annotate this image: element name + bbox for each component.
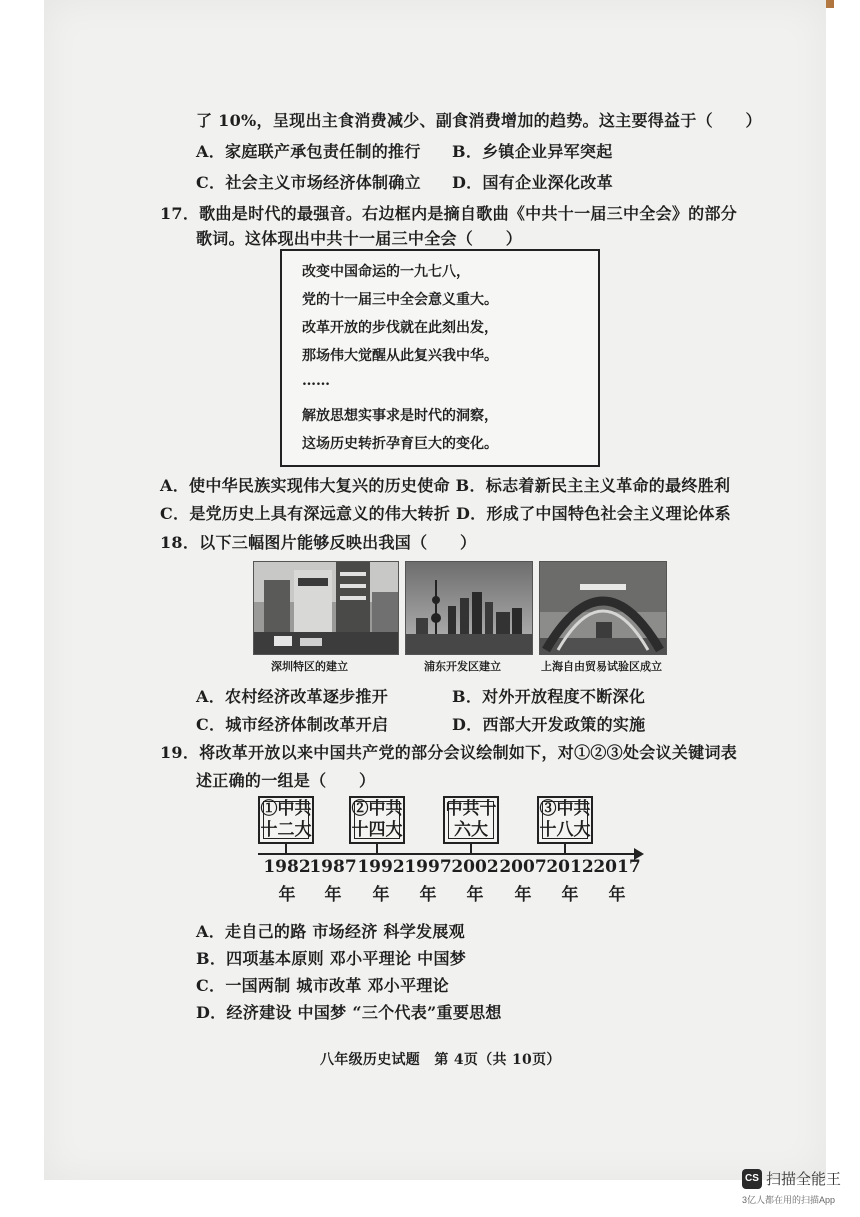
timeline-box-line: 六大: [454, 820, 488, 840]
lyric-line: 改革开放的步伐就在此刻出发，: [302, 320, 498, 336]
q16-continuation: 了 10%，呈现出主食消费减少、副食消费增加的趋势。这主要得益于（ ）: [196, 111, 762, 130]
q17-lyrics-box: [280, 249, 600, 467]
q19-option-b: B．四项基本原则 邓小平理论 中国梦: [196, 949, 467, 968]
caption-shenzhen: 深圳特区的建立: [271, 660, 348, 673]
q16-option-c: C．社会主义市场经济体制确立: [196, 173, 421, 192]
q19-option-a: A．走自己的路 市场经济 科学发展观: [196, 922, 465, 941]
timeline-year: 1987: [309, 857, 357, 877]
timeline-year-suffix: 年: [419, 885, 437, 905]
q18-stem: 18．以下三幅图片能够反映出我国（ ）: [160, 533, 477, 552]
caption-pudong: 浦东开发区建立: [424, 660, 501, 673]
scanner-watermark: [742, 1168, 842, 1208]
q18-option-d: D．西部大开发政策的实施: [452, 715, 646, 734]
q19-stem-line-1: 19．将改革开放以来中国共产党的部分会议绘制如下，对①②③处会议关键词表: [160, 743, 738, 762]
timeline-axis: [258, 853, 636, 855]
q19-stem-line-2: 述正确的一组是（ ）: [196, 771, 376, 790]
timeline-year: 1992: [357, 857, 405, 877]
lyric-line: 党的十一届三中全会意义重大。: [302, 292, 498, 308]
photo-shenzhen: [253, 561, 399, 655]
timeline-year-suffix: 年: [278, 885, 296, 905]
photo-pudong: [405, 561, 533, 655]
timeline-box-14th-congress: [349, 796, 405, 844]
q17-stem-line-1: 17．歌曲是时代的最强音。右边框内是摘自歌曲《中共十一届三中全会》的部分: [160, 204, 738, 223]
timeline-year-suffix: 年: [466, 885, 484, 905]
timeline-box-12th-congress: [258, 796, 314, 844]
timeline-box-16th-congress: [443, 796, 499, 844]
timeline-year-suffix: 年: [608, 885, 626, 905]
scanner-tagline: 3亿人都在用的扫描App: [742, 1195, 836, 1205]
cs-logo-icon: CS: [742, 1169, 762, 1189]
timeline-year: 2002: [451, 857, 499, 877]
photo-shanghai-ftz: [539, 561, 667, 655]
lyric-line: 解放思想实事求是时代的洞察，: [302, 408, 498, 424]
timeline-box-line: ③中共: [539, 799, 591, 819]
page-footer: 八年级历史试题 第 4页（共 10页）: [320, 1052, 561, 1068]
q18-option-c: C．城市经济体制改革开启: [196, 715, 389, 734]
q16-option-a: A．家庭联产承包责任制的推行: [196, 142, 421, 161]
lyric-line: ……: [302, 373, 330, 389]
q17-stem-line-2: 歌词。这体现出中共十一届三中全会（ ）: [196, 229, 523, 248]
timeline-year-suffix: 年: [324, 885, 342, 905]
lyric-line: 这场历史转折孕育巨大的变化。: [302, 436, 498, 452]
q19-option-d: D．经济建设 中国梦 “三个代表”重要思想: [196, 1003, 502, 1022]
timeline-box-line: 十四大: [351, 820, 403, 840]
q18-option-b: B．对外开放程度不断深化: [452, 687, 646, 706]
timeline-year: 2012: [546, 857, 594, 877]
q17-options-cd: C．是党历史上具有深远意义的伟大转折 D．形成了中国特色社会主义理论体系: [160, 504, 731, 523]
q18-option-a: A．农村经济改革逐步推开: [196, 687, 389, 706]
timeline-box-line: ①中共: [260, 799, 312, 819]
timeline-box-line: 十二大: [260, 820, 312, 840]
timeline-year: 1997: [404, 857, 452, 877]
lyric-line: 改变中国命运的一九七八，: [302, 264, 470, 280]
timeline-year-suffix: 年: [372, 885, 390, 905]
timeline-year: 1982: [263, 857, 311, 877]
timeline-box-line: 中共十: [445, 799, 497, 819]
q19-option-c: C．一国两制 城市改革 邓小平理论: [196, 976, 449, 995]
timeline-year-suffix: 年: [514, 885, 532, 905]
q16-option-b: B．乡镇企业异军突起: [452, 142, 613, 161]
caption-shanghai-ftz: 上海自由贸易试验区成立: [541, 660, 662, 673]
timeline-year: 2017: [593, 857, 641, 877]
q17-options-ab: A．使中华民族实现伟大复兴的历史使命 B．标志着新民主主义革命的最终胜利: [160, 476, 731, 495]
timeline-year-suffix: 年: [561, 885, 579, 905]
lyric-line: 那场伟大觉醒从此复兴我中华。: [302, 348, 498, 364]
timeline-year: 2007: [499, 857, 547, 877]
timeline-box-line: 十八大: [539, 820, 591, 840]
timeline-box-18th-congress: [537, 796, 593, 844]
q16-option-d: D．国有企业深化改革: [452, 173, 613, 192]
scanner-app-name: 扫描全能王: [766, 1171, 842, 1188]
timeline-box-line: ②中共: [351, 799, 403, 819]
